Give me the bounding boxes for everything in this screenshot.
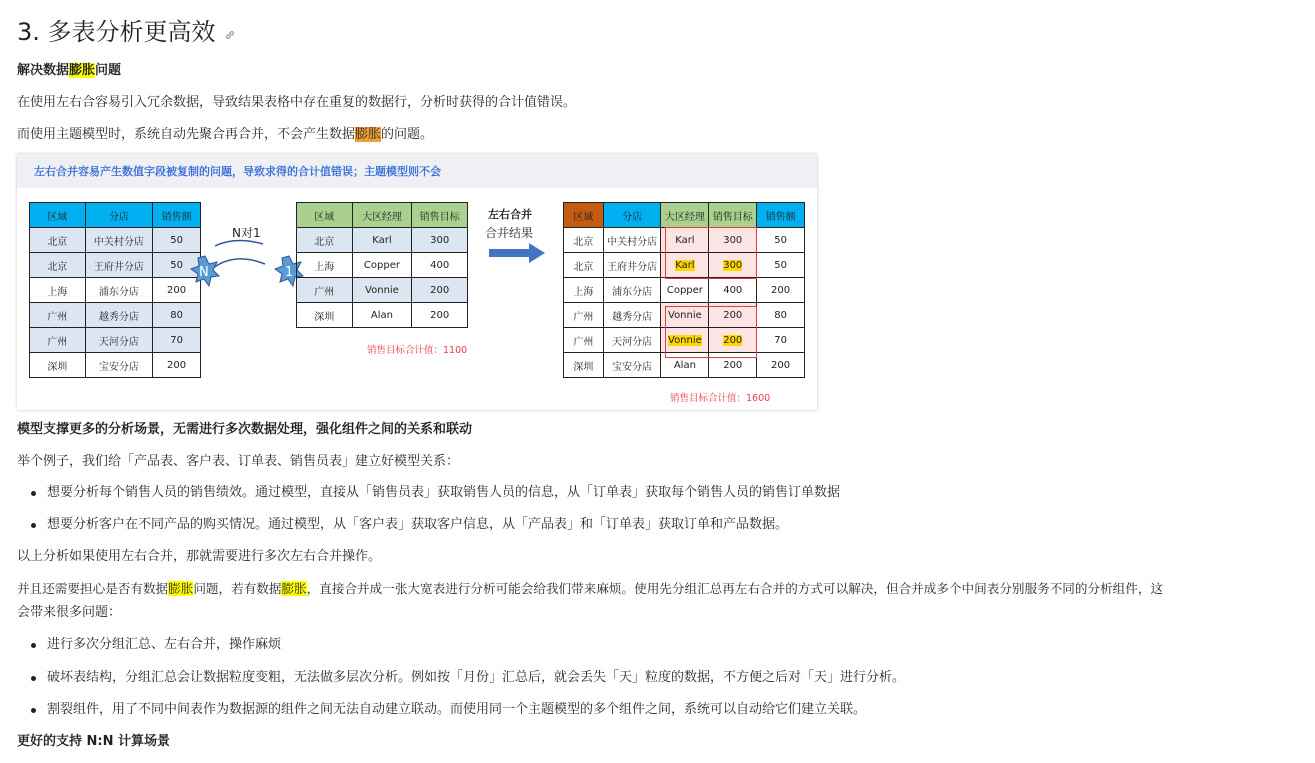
star-1-label: 1 bbox=[285, 265, 294, 280]
table-cell: 中关村分店 bbox=[85, 228, 153, 253]
table-header: 区域 bbox=[30, 203, 86, 228]
duplicated-value: 200 bbox=[723, 334, 743, 346]
table-cell: 中关村分店 bbox=[603, 228, 661, 253]
paragraph-inflation-risk bbox=[17, 580, 1163, 598]
table-cell: 深圳 bbox=[564, 353, 604, 378]
table-header: 销售额 bbox=[757, 203, 805, 228]
merge-arrow-icon bbox=[489, 242, 547, 264]
section-title-scenarios: 模型支撑更多的分析场景，无需进行多次数据处理，强化组件之间的关系和联动 bbox=[17, 422, 473, 437]
table-cell: Alan bbox=[352, 303, 412, 328]
table-header: 大区经理 bbox=[661, 203, 709, 228]
table-cell: Karl bbox=[352, 228, 412, 253]
table-header: 销售目标 bbox=[709, 203, 757, 228]
table-row bbox=[30, 353, 201, 378]
section-title-inflation bbox=[17, 62, 121, 80]
text-mid: 问题，若有数据 bbox=[193, 581, 282, 596]
table-header: 分店 bbox=[85, 203, 153, 228]
table-cell: 北京 bbox=[564, 228, 604, 253]
table-row bbox=[30, 253, 201, 278]
table-cell: 50 bbox=[153, 228, 201, 253]
table-row bbox=[564, 278, 805, 303]
table-cell: Vonnie bbox=[661, 303, 709, 328]
paragraph-example-intro: 举个例子，我们给「产品表、客户表、订单表、销售员表」建立好模型关系： bbox=[17, 454, 460, 469]
merge-result-label: 合并结果 bbox=[485, 226, 534, 240]
mid-total-label: 销售目标合计值：1100 bbox=[367, 345, 468, 356]
table-cell: Vonnie bbox=[352, 278, 412, 303]
table-row bbox=[297, 278, 468, 303]
title-text-post: 问题 bbox=[95, 63, 122, 78]
table-cell: 天河分店 bbox=[603, 328, 661, 353]
comparison-figure bbox=[17, 154, 817, 410]
table-cell: 北京 bbox=[30, 253, 86, 278]
table-cell: Copper bbox=[661, 278, 709, 303]
table-header: 分店 bbox=[603, 203, 661, 228]
table-header: 销售目标 bbox=[412, 203, 468, 228]
table-header: 区域 bbox=[297, 203, 353, 228]
keyword-highlight: 膨胀 bbox=[281, 581, 307, 596]
table-row bbox=[30, 228, 201, 253]
table-row bbox=[30, 303, 201, 328]
table-cell: 80 bbox=[153, 303, 201, 328]
text-post: ，直接合并成一张大宽表进行分析可能会给我们带来麻烦。使用先分组汇总再左右合并的方式可以解决，但合并成多个中间表分别服务不同的分析组件，这 bbox=[306, 581, 1164, 596]
table-cell: 深圳 bbox=[30, 353, 86, 378]
table-cell: 400 bbox=[412, 253, 468, 278]
table-row bbox=[30, 328, 201, 353]
table-cell: 70 bbox=[153, 328, 201, 353]
table-cell: 400 bbox=[709, 278, 757, 303]
table-cell: 上海 bbox=[297, 253, 353, 278]
table-cell: 50 bbox=[153, 253, 201, 278]
table-cell: 北京 bbox=[297, 228, 353, 253]
table-cell: 300 bbox=[709, 228, 757, 253]
bullet-dot bbox=[31, 676, 36, 681]
table-cell: 200 bbox=[153, 353, 201, 378]
table-cell: 200 bbox=[153, 278, 201, 303]
paragraph-join-issue: 在使用左右合容易引入冗余数据，导致结果表格中存在重复的数据行，分析时获得的合计值错误。 bbox=[17, 95, 577, 110]
paragraph-multi-merge: 以上分析如果使用左右合并，那就需要进行多次左右合并操作。 bbox=[17, 549, 382, 564]
keyword-highlight: 膨胀 bbox=[69, 63, 96, 78]
table-cell: 50 bbox=[757, 253, 805, 278]
table-cell: 王府井分店 bbox=[603, 253, 661, 278]
duplicated-value: 300 bbox=[723, 259, 743, 271]
keyword-highlight: 膨胀 bbox=[168, 581, 194, 596]
duplicated-value: Karl bbox=[675, 259, 695, 271]
table-cell: 北京 bbox=[564, 253, 604, 278]
table-row bbox=[297, 228, 468, 253]
table-cell: 天河分店 bbox=[85, 328, 153, 353]
table-cell: 广州 bbox=[30, 328, 86, 353]
table-cell: 广州 bbox=[564, 328, 604, 353]
table-cell: 200 bbox=[709, 353, 757, 378]
table-row bbox=[30, 278, 201, 303]
table-cell: 上海 bbox=[30, 278, 86, 303]
table-cell: 广州 bbox=[564, 303, 604, 328]
list-item: 想要分析客户在不同产品的购买情况。通过模型，从「客户表」获取客户信息，从「产品表」和「订单表」获取订单和产品数据。 bbox=[47, 517, 789, 532]
star-n-label: N bbox=[199, 265, 209, 280]
table-cell: 王府井分店 bbox=[85, 253, 153, 278]
table-cell: 广州 bbox=[297, 278, 353, 303]
section-title-nn: 更好的支持 N:N 计算场景 bbox=[17, 734, 171, 749]
duplicate-highlight-box bbox=[665, 306, 757, 358]
table-cell: 50 bbox=[757, 228, 805, 253]
table-cell: 200 bbox=[709, 303, 757, 328]
table-cell: 浦东分店 bbox=[603, 278, 661, 303]
table-header: 大区经理 bbox=[352, 203, 412, 228]
text-post: 的问题。 bbox=[381, 127, 434, 142]
table-cell: 300 bbox=[412, 228, 468, 253]
table-cell: 北京 bbox=[30, 228, 86, 253]
region-target-table bbox=[296, 202, 468, 328]
list-item: 破坏表结构，分组汇总会让数据粒度变粗，无法做多层次分析。例如按「月份」汇总后，就会丢失「天」粒度的数据，不方便之后对「天」进行分析。 bbox=[47, 670, 906, 685]
list-item: 进行多次分组汇总、左右合并，操作麻烦 bbox=[47, 637, 282, 652]
title-text-pre: 解决数据 bbox=[17, 63, 70, 78]
table-cell: 上海 bbox=[564, 278, 604, 303]
table-cell: 200 bbox=[757, 278, 805, 303]
table-cell: Karl bbox=[661, 228, 709, 253]
table-cell: 广州 bbox=[30, 303, 86, 328]
list-item: 想要分析每个销售人员的销售绩效。通过模型，直接从「销售员表」获取销售人员的信息，从「订单表」获取每个销售人员的销售订单数据 bbox=[47, 485, 841, 500]
table-cell: 200 bbox=[412, 303, 468, 328]
store-sales-table bbox=[29, 202, 201, 378]
list-item: 割裂组件，用了不同中间表作为数据源的组件之间无法自动建立联动。而使用同一个主题模型的多个组件之间，系统可以自动给它们建立关联。 bbox=[47, 702, 867, 717]
table-cell: 宝安分店 bbox=[85, 353, 153, 378]
table-row bbox=[297, 303, 468, 328]
table-cell: 200 bbox=[412, 278, 468, 303]
duplicate-highlight-box bbox=[665, 227, 757, 279]
merge-label: 左右合并 bbox=[488, 208, 532, 221]
table-cell: Alan bbox=[661, 353, 709, 378]
result-total-label: 销售目标合计值：1600 bbox=[670, 393, 771, 404]
bullet-dot bbox=[31, 491, 36, 496]
bullet-dot bbox=[31, 708, 36, 713]
table-cell: 越秀分店 bbox=[603, 303, 661, 328]
table-cell: Copper bbox=[352, 253, 412, 278]
table-cell: 宝安分店 bbox=[603, 353, 661, 378]
table-row bbox=[297, 253, 468, 278]
link-icon[interactable] bbox=[224, 19, 236, 47]
table-cell: 越秀分店 bbox=[85, 303, 153, 328]
page-title bbox=[17, 12, 236, 47]
table-cell: 深圳 bbox=[297, 303, 353, 328]
paragraph-inflation-risk-cont: 会带来很多问题： bbox=[17, 605, 122, 620]
table-cell: 80 bbox=[757, 303, 805, 328]
figure-caption: 左右合并容易产生数值字段被复制的问题，导致求得的合计值错误；主题模型则不会 bbox=[34, 165, 441, 178]
bullet-dot bbox=[31, 523, 36, 528]
relation-label: N对1 bbox=[232, 226, 261, 240]
keyword-highlight: 膨胀 bbox=[355, 127, 382, 142]
paragraph-model-advantage bbox=[17, 126, 433, 144]
table-header: 区域 bbox=[564, 203, 604, 228]
bullet-dot bbox=[31, 643, 36, 648]
table-cell: 200 bbox=[757, 353, 805, 378]
duplicated-value: Vonnie bbox=[668, 334, 702, 346]
text-pre: 而使用主题模型时，系统自动先聚合再合并，不会产生数据 bbox=[17, 127, 356, 142]
page-title-text: 3. 多表分析更高效 bbox=[17, 18, 216, 46]
table-cell: 70 bbox=[757, 328, 805, 353]
table-cell: 浦东分店 bbox=[85, 278, 153, 303]
text-pre: 并且还需要担心是否有数据 bbox=[17, 581, 169, 596]
table-header: 销售额 bbox=[153, 203, 201, 228]
